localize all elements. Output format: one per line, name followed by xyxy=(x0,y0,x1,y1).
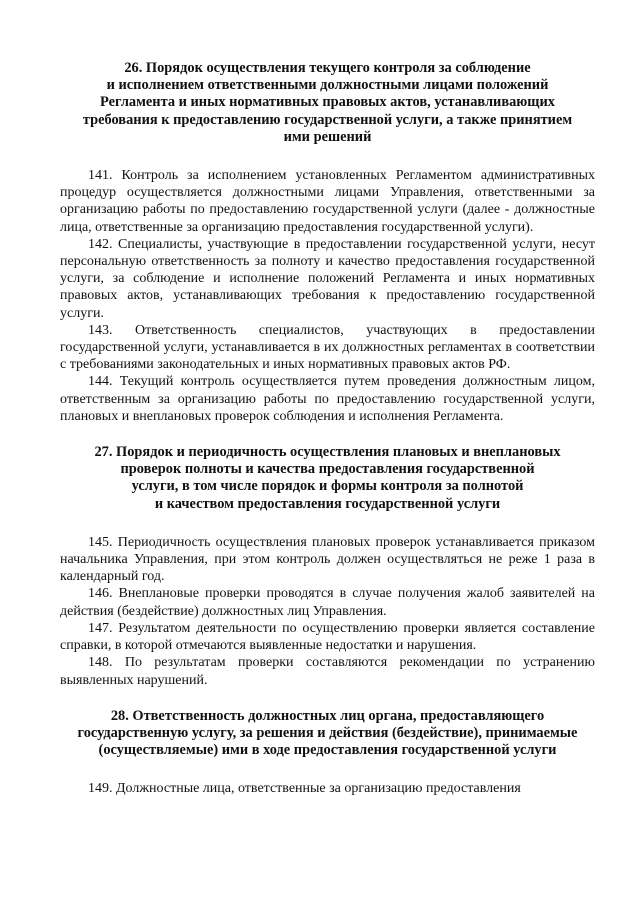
paragraph-144: 144. Текущий контроль осуществляется путем проведения должностным лицом, ответственным за организацию работы по предоставлению государственной услуги, плановых и внеплановых проверок соблюдения и исполнения Регламента. xyxy=(60,374,595,424)
section-26 xyxy=(60,60,595,425)
paragraph-141: 141. Контроль за исполнением установленных Регламентом административных процедур осуществляется должностными лицами Управления, ответственными за организацию работы по предоставлению государственной услуги (далее - должностные лица, ответственные за организацию предоставления государственной услуги). xyxy=(60,168,595,235)
paragraph-142: 142. Специалисты, участвующие в предоставлении государственной услуги, несут персональную ответственность за полноту и качество предоставления государственной услуги, за соблюдение и исполнение положений Регламента и иных нормативных правовых актов, устанавливающих требования к предоставлению государственной услуги. xyxy=(60,236,595,321)
paragraph-147: 147. Результатом деятельности по осуществлению проверки является составление справки, в которой отмечаются выявленные недостатки и нарушения. xyxy=(60,620,595,654)
section-28 xyxy=(60,708,595,798)
heading-line: Регламента и иных нормативных правовых актов, устанавливающих xyxy=(100,94,555,111)
heading-line: государственную услугу, за решения и действия (бездействие), принимаемые xyxy=(77,724,578,741)
heading-line: и исполнением ответственными должностными лицами положений xyxy=(106,77,549,94)
heading-line: проверок полноты и качества предоставления государственной xyxy=(120,461,535,478)
section-27-heading xyxy=(60,444,595,513)
heading-line: 26. Порядок осуществления текущего контроля за соблюдение xyxy=(124,60,531,76)
heading-line: ими решений xyxy=(283,128,372,145)
section-26-heading xyxy=(60,60,595,146)
heading-line: и качеством предоставления государственной услуги xyxy=(154,495,501,512)
heading-line: требования к предоставлению государственной услуги, а также принятием xyxy=(82,111,573,128)
section-28-heading xyxy=(60,708,595,760)
heading-line: 27. Порядок и периодичность осуществления плановых и внеплановых xyxy=(94,444,561,461)
heading-line: (осуществляемые) ими в ходе предоставления государственной услуги xyxy=(98,742,557,759)
heading-line: 28. Ответственность должностных лиц органа, предоставляющего xyxy=(110,707,545,724)
heading-line: услуги, в том числе порядок и формы контроля за полнотой xyxy=(131,478,524,495)
paragraph-146: 146. Внеплановые проверки проводятся в случае получения жалоб заявителей на действия (бездействие) должностных лиц Управления. xyxy=(60,586,595,619)
document-page xyxy=(60,60,595,798)
section-27 xyxy=(60,444,595,689)
paragraph-145: 145. Периодичность осуществления плановых проверок устанавливается приказом начальника Управления, при этом контроль должен осуществляться не реже 1 раза в календарный год. xyxy=(60,534,595,585)
paragraph-143: 143. Ответственность специалистов, участвующих в предоставлении государственной услуги, устанавливается в их должностных регламентах в соответствии с требованиями законодательных и иных нормативных правовых актов РФ. xyxy=(60,322,595,373)
paragraph-149: 149. Должностные лица, ответственные за организацию предоставления xyxy=(88,781,521,797)
paragraph-148: 148. По результатам проверки составляются рекомендации по устранению выявленных нарушений. xyxy=(60,655,595,688)
